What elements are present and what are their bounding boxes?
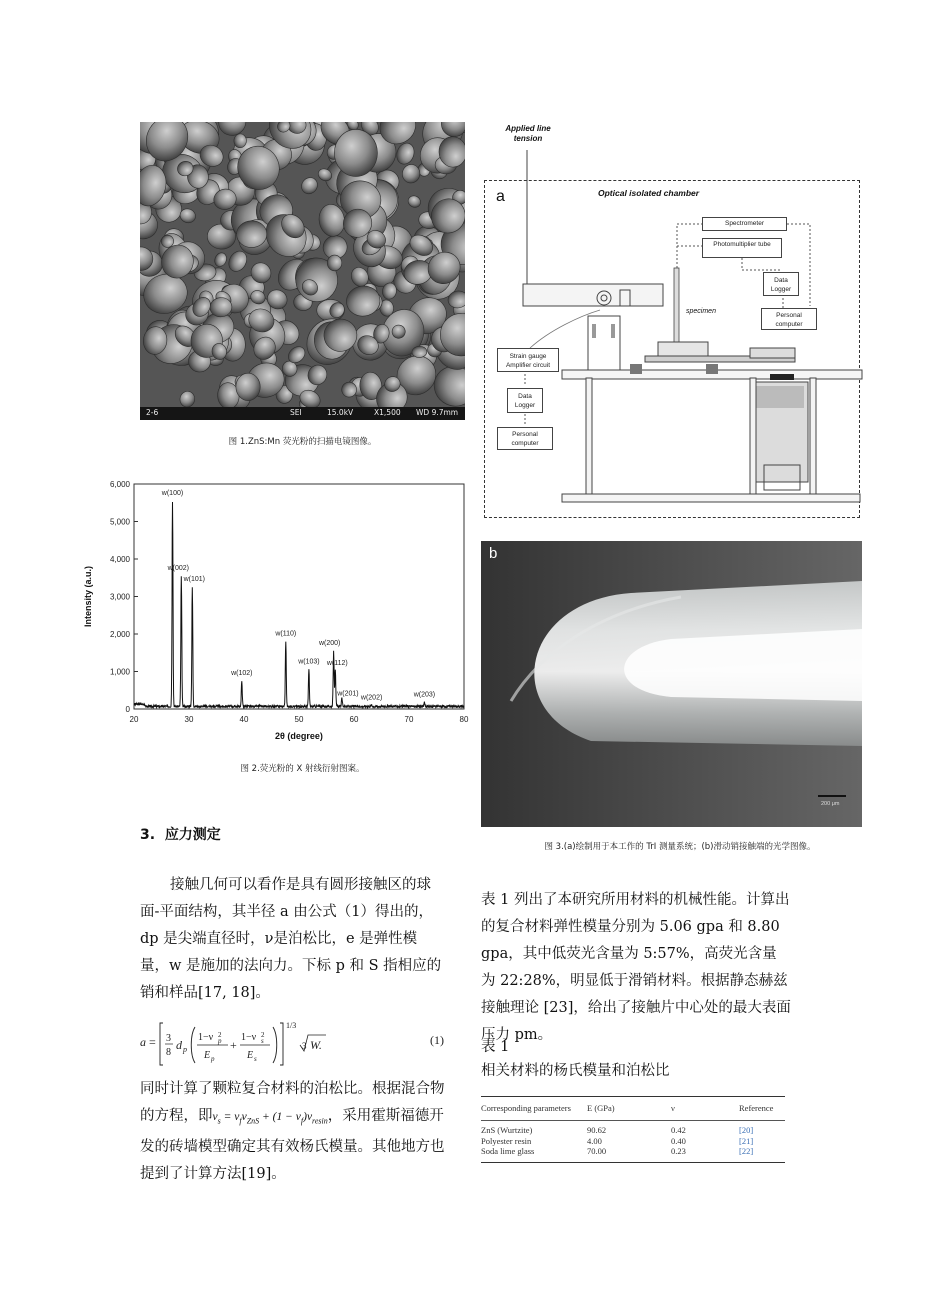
sem-sample-id: 2-6 <box>146 408 159 417</box>
xrd-trace <box>134 502 464 708</box>
y-tick-label: 0 <box>125 705 130 714</box>
fig2-caption: 图 2.荧光粉的 X 射线衍射图案。 <box>240 764 365 774</box>
x-tick-label: 20 <box>129 715 139 724</box>
sem-working-distance: WD 9.7mm <box>416 408 459 417</box>
data-logger-top-box: Data Logger <box>763 272 799 296</box>
y-tick-label: 1,000 <box>109 667 130 677</box>
row-ref-link[interactable]: [20] <box>739 1125 754 1135</box>
row-material: Soda lime glass <box>481 1146 535 1156</box>
left-para-2-start: 同时计算了颗粒复合材料的泊松比。根据混合物的方程，即 <box>140 1081 445 1124</box>
svg-text:3: 3 <box>302 1041 307 1051</box>
svg-text:p: p <box>211 1055 215 1063</box>
fig3-caption: 图 3.(a)绘制用于本工作的 TrI 测量系统；(b)滑动销接触端的光学图像。 <box>544 842 816 852</box>
peak-label: w(110) <box>275 630 297 638</box>
strain-gauge-box: Strain gauge Amplifier circuit <box>497 348 559 372</box>
svg-text:8: 8 <box>166 1047 171 1058</box>
peak-label: w(100) <box>161 489 184 497</box>
peak-label: w(203) <box>413 691 436 699</box>
pc-top-box: Personal computer <box>761 308 817 330</box>
table-mid-rule <box>481 1120 785 1121</box>
header-nu: ν <box>671 1103 675 1113</box>
spectrometer-box: Spectrometer <box>702 217 787 231</box>
peak-label: w(101) <box>183 576 206 584</box>
x-tick-label: 60 <box>349 715 359 724</box>
table-top-rule <box>481 1096 785 1097</box>
left-para-2-end: ，采用霍斯福德开发的砖墙模型确定其有效杨氏模量。其他地方也提到了计算方法[19]。 <box>140 1108 445 1183</box>
pmt-box: Photomultiplier tube <box>702 238 782 258</box>
x-tick-label: 50 <box>294 715 304 724</box>
applied-tension-label: Applied line tension <box>505 124 551 143</box>
section-title: 应力测定 <box>164 827 221 843</box>
svg-text:s: s <box>254 1055 257 1063</box>
x-tick-label: 40 <box>239 715 249 724</box>
row-nu: 0.42 <box>671 1125 686 1135</box>
right-para: 表 1 列出了本研究所用材料的机械性能。计算出的复合材料弹性模量分别为 5.06 gpa 和 8.80 gpa，其中低荧光含量为 5:57%，高荧光含量为 22:28%，明显低于滑销材料。根据静态赫兹接触理论 [23]，给出了接触片中心处的最大表面压力 pm。 <box>481 892 791 1043</box>
svg-text:a: a <box>140 1035 146 1049</box>
system-diagram <box>480 120 865 525</box>
equation-number: (1) <box>430 1033 444 1047</box>
svg-text:2: 2 <box>261 1031 265 1039</box>
fig1-caption: 图 1.ZnS:Mn 荧光粉的扫描电镜图像。 <box>228 437 377 447</box>
row-ref-link[interactable]: [21] <box>739 1135 754 1146</box>
row-nu: 0.23 <box>671 1146 686 1156</box>
row-material: ZnS (Wurtzite) <box>481 1125 533 1135</box>
header-e: E (GPa) <box>587 1103 615 1113</box>
table-1 <box>481 1096 785 1163</box>
svg-text:+: + <box>230 1038 237 1052</box>
x-tick-label: 80 <box>459 715 469 724</box>
table-row <box>481 1125 785 1136</box>
sem-grain <box>334 129 377 176</box>
optical-image <box>481 541 862 827</box>
y-tick-label: 4,000 <box>109 555 130 564</box>
xrd-chart <box>78 478 478 758</box>
data-logger-bottom-box: Data Logger <box>507 388 543 413</box>
mixture-equation: $\nu_s = \nu_f\nu_{ZnS} + (1 - \nu_f)\nu_{resin}$ <box>212 1111 328 1126</box>
sem-magnification: X1,500 <box>374 408 401 417</box>
svg-text:W.: W. <box>310 1038 322 1052</box>
header-parameters: Corresponding parameters <box>481 1103 571 1113</box>
peak-label: w(200) <box>318 639 341 647</box>
table-row <box>481 1136 785 1147</box>
sem-footer-bar <box>140 407 465 420</box>
y-tick-label: 5,000 <box>109 517 130 527</box>
row-e: 70.00 <box>587 1146 607 1156</box>
peak-label: w(102) <box>231 669 253 677</box>
sem-grain <box>236 373 260 400</box>
section-heading <box>140 824 221 844</box>
row-nu: 0.40 <box>671 1135 686 1146</box>
row-ref-link[interactable]: [22] <box>739 1146 754 1156</box>
sem-grain-texture <box>140 122 465 407</box>
svg-text:1−ν: 1−ν <box>241 1032 257 1043</box>
left-para-1: 接触几何可以看作是具有圆形接触区的球面-平面结构，其半径 a 由公式（1）得出的，dp 是尖端直径时，ν是泊松比，e 是弹性模量，w 是施加的法向力。下标 p 和 S 指相应的销和样品[17, 18]。 <box>140 877 442 1001</box>
plot-frame <box>134 484 464 709</box>
pc-bottom-box: Personal computer <box>497 427 553 450</box>
y-axis-label: Intensity (a.u.) <box>83 565 93 628</box>
x-tick-label: 70 <box>404 715 414 724</box>
x-tick-label: 30 <box>184 715 194 724</box>
y-tick-label: 2,000 <box>109 630 130 639</box>
row-e: 90.62 <box>587 1125 607 1135</box>
peak-label: w(201) <box>337 690 359 698</box>
row-material: Polyester resin <box>481 1135 532 1146</box>
svg-text:1/3: 1/3 <box>286 1021 297 1030</box>
svg-text:s: s <box>261 1037 264 1045</box>
equation-formula <box>140 1013 400 1071</box>
pin-tip-image <box>481 541 862 827</box>
header-reference: Reference <box>739 1103 774 1113</box>
table-bottom-rule <box>481 1162 785 1163</box>
table-row <box>481 1146 785 1157</box>
table-header-row <box>481 1103 785 1114</box>
svg-text:d: d <box>176 1038 182 1052</box>
specimen-label: specimen <box>686 308 716 315</box>
svg-text:=: = <box>149 1035 156 1049</box>
scale-bar-label: 200 μm <box>821 801 840 807</box>
table-label: 表 1 <box>481 1039 510 1055</box>
peak-label: w(002) <box>167 564 190 572</box>
table-title: 相关材料的杨氏模量和泊松比 <box>481 1063 670 1079</box>
svg-text:p: p <box>183 1045 187 1054</box>
peak-label: w(103) <box>298 658 320 666</box>
peak-label: w(202) <box>360 694 383 702</box>
panel-a-label: a <box>496 188 505 205</box>
peak-label: w(112) <box>326 659 348 667</box>
sem-grain <box>234 134 247 148</box>
svg-text:E: E <box>204 1050 211 1061</box>
svg-text:2: 2 <box>218 1031 222 1039</box>
svg-text:p: p <box>218 1037 222 1045</box>
left-para-2 <box>140 1076 445 1188</box>
svg-text:E: E <box>247 1050 254 1061</box>
sem-image <box>140 122 465 420</box>
y-tick-label: 6,000 <box>109 480 130 489</box>
sem-voltage: 15.0kV <box>327 408 354 417</box>
chamber-title: Optical isolated chamber <box>598 188 700 198</box>
svg-text:1−ν: 1−ν <box>198 1032 214 1043</box>
row-e: 4.00 <box>587 1135 602 1146</box>
equation-1 <box>140 1013 445 1071</box>
sem-mode: SEI <box>290 408 302 417</box>
x-axis-label: 2θ (degree) <box>275 731 323 741</box>
svg-text:3: 3 <box>166 1033 171 1044</box>
section-number: 3. <box>140 827 156 843</box>
y-tick-label: 3,000 <box>109 592 130 602</box>
panel-b-label: b <box>489 545 498 562</box>
